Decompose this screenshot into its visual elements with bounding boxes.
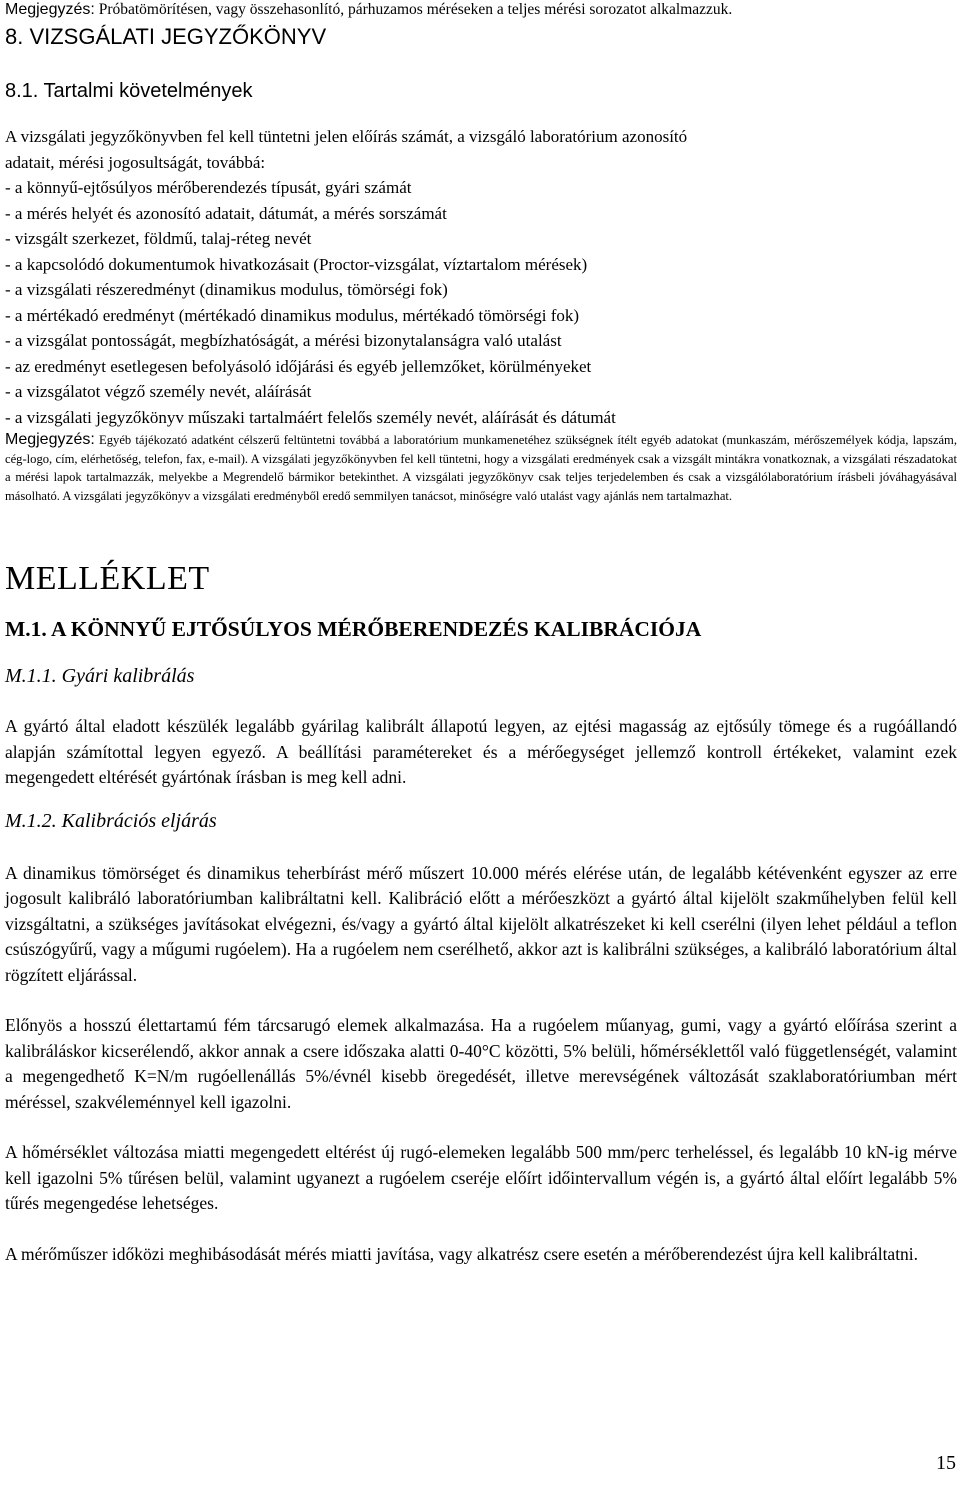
- top-note-label: Megjegyzés:: [5, 1, 95, 18]
- section-8-1-title: 8.1. Tartalmi követelmények: [5, 80, 253, 102]
- requirements-intro-line: A vizsgálati jegyzőkönyvben fel kell tüntetni jelen előírás számát, a vizsgáló laboratórium azonosító: [5, 127, 688, 146]
- appendix-section-m1-title: M.1. A KÖNNYŰ EJTŐSÚLYOS MÉRŐBERENDEZÉS KALIBRÁCIÓJA: [5, 617, 702, 642]
- requirement-item: - a könnyű-ejtősúlyos mérőberendezés típusát, gyári számát: [5, 178, 412, 197]
- requirement-item: - az eredményt esetlegesen befolyásoló időjárási és egyéb jellemzőket, körülményeket: [5, 356, 592, 376]
- subsection-m11-title: M.1.1. Gyári kalibrálás: [5, 665, 195, 688]
- top-note: [5, 0, 957, 20]
- calibration-procedure-paragraph: A dinamikus tömörséget és dinamikus teherbírást mérő műszert 10.000 mérés elérése után, de legalább kétévenként egyszer az erre jogosult kalibráló laboratóriumban kalibráltatni kell. Kalibráció előtt a mérőeszközt a gyártó által kijelölt szakműhelyben felül kell vizsgáltatni, a szükséges javításokat elvégezni, és/vagy a gyártó által kijelölt alkatrészeket ki kell cserélni (ilyen lehet például a teflon csúszógyűrű, vagy a műgumi rugóelem). Ha a rugóelem nem cserélhető, akkor azt is kalibrálni szükséges, a kalibráló laboratórium által rögzített eljárással.: [5, 862, 957, 985]
- requirement-item: - vizsgált szerkezet, földmű, talaj-réteg nevét: [5, 229, 312, 248]
- requirements-intro-line: adatait, mérési jogosultságát, továbbá:: [5, 152, 266, 172]
- calibration-procedure-paragraph: Előnyös a hosszú élettartamú fém tárcsarugó elemek alkalmazása. Ha a rugóelem műanyag, gumi, vagy a gyártó előírása szerint a kalibráláskor kicserélendő, akkor annak a csere időszaka alatti 0-40°C közötti, 5% belüli, hőmérséklettől való függetlenségét, valamint a megengedhető K=N/m rugóellenállás 5%/évnél kisebb öregedését, illetve merevségének változását szaklaboratóriumban mért méréssel, szakvéleménnyel kell igazolni.: [5, 1015, 957, 1112]
- requirement-item: - a mértékadó eredményt (mértékadó dinamikus modulus, mértékadó tömörségi fok): [5, 305, 580, 325]
- top-note-text: Próbatömörítésen, vagy összehasonlító, párhuzamos méréseken a teljes mérési sorozatot alkalmazzuk.: [94, 1, 733, 18]
- requirement-item: - a kapcsolódó dokumentumok hivatkozásait (Proctor-vizsgálat, víztartalom mérések): [5, 254, 588, 274]
- subsection-m12-title: M.1.2. Kalibrációs eljárás: [5, 809, 217, 832]
- requirement-item: - a vizsgálati jegyzőkönyv műszaki tartalmáért felelős személy nevét, aláírását és dátumát: [5, 407, 616, 427]
- appendix-title: MELLÉKLET: [5, 560, 210, 598]
- requirement-item: - a vizsgálati részeredményt (dinamikus modulus, tömörségi fok): [5, 280, 448, 299]
- calibration-procedure-paragraph: A hőmérséklet változása miatti megengedett eltérést új rugó-elemeken legalább 500 mm/perc terheléssel, és legalább 10 kN-ig mérve kell igazolni 5% tűrésen belül, valamint ugyanezt a rugóelem cseréje előírt időintervallum végén is, a gyártó által előírt legalább 5% tűrés megengedése lehetséges.: [5, 1142, 957, 1214]
- note-paragraph: [5, 431, 957, 505]
- factory-calibration-paragraph: A gyártó által eladott készülék legalább gyárilag kalibrált állapotú legyen, az ejtési magasság az ejtősúly tömege és a rugóállandó alapján számítottal legyen egyező. A beállítási paramétereket és a mérőegységet jellemző kontroll értékeket, valamint ezek megengedett eltérését gyártónak írásban is meg kell adni.: [5, 716, 957, 788]
- requirements-list: [5, 124, 957, 430]
- note-label: Megjegyzés:: [5, 431, 95, 448]
- section-8-title: 8. VIZSGÁLATI JEGYZŐKÖNYV: [5, 24, 327, 49]
- page-number: 15: [936, 1452, 956, 1474]
- requirement-item: - a mérés helyét és azonosító adatait, dátumát, a mérés sorszámát: [5, 203, 447, 223]
- calibration-procedure-paragraph: A mérőműszer időközi meghibásodását mérés miatti javítása, vagy alkatrész csere esetén a mérőberendezést újra kell kalibráltatni.: [5, 1243, 919, 1264]
- requirement-item: - a vizsgálat pontosságát, megbízhatóságát, a mérési bizonytalanságra való utalást: [5, 331, 562, 350]
- document-page: [5, 0, 957, 1267]
- note-text: Egyéb tájékozató adatként célszerű feltüntetni továbbá a laboratórium munkamenetéhez szükségnek ítélt egyéb adatokat (munkaszám, mérőszemélyek kódja, lapszám, cég-logo, cím, elérhetőség, telefon, fax, e-mail). A vizsgálati jegyzőkönyvben fel kell tüntetni, hogy a vizsgálati eredmények csak a vizsgált mintákra vonatkoznak, a vizsgálati részadatokat a mérési lapok tartalmazzák, melyekbe a Megrendelő bármikor betekinthet. A vizsgálati jegyzőkönyv csak teljes terjedelemben és csak a vizsgálólaboratórium írásbeli jóváhagyásával másolható. A vizsgálati jegyzőkönyv a vizsgálati eredményből eredő semmilyen tanácsot, minőségre való utalást vagy ajánlás nem tartalmazhat.: [5, 433, 957, 503]
- requirement-item: - a vizsgálatot végző személy nevét, aláírását: [5, 382, 312, 401]
